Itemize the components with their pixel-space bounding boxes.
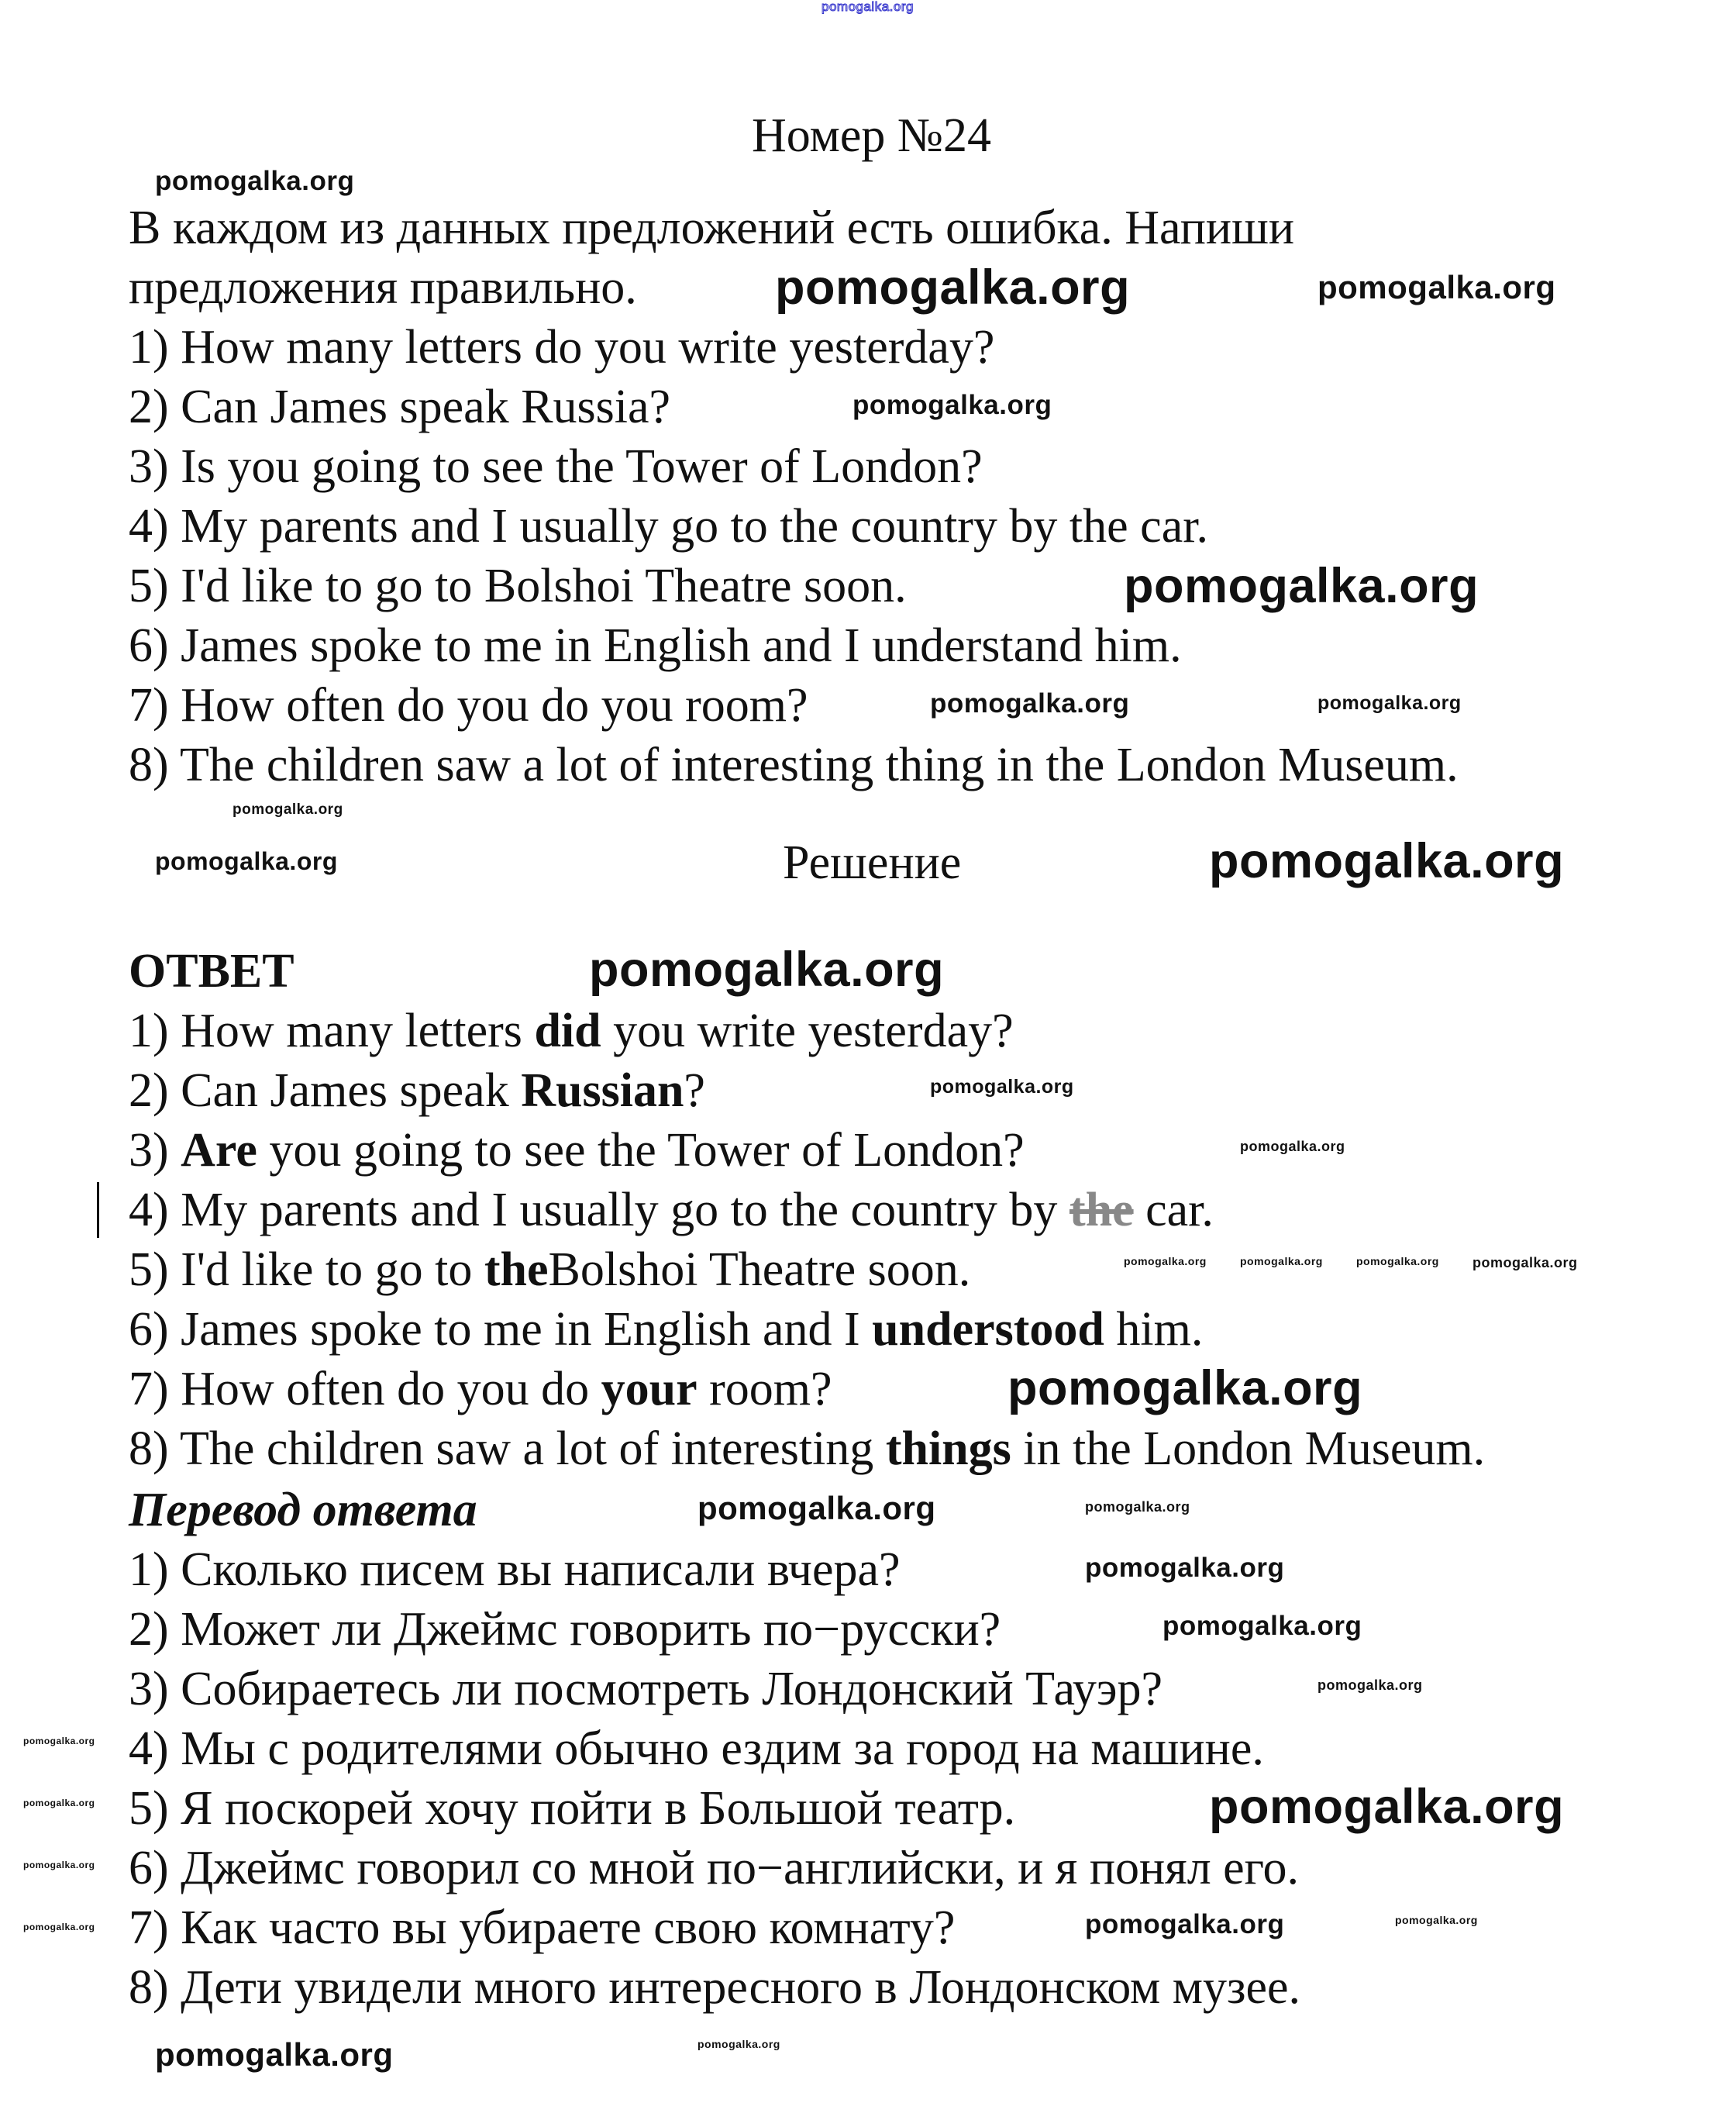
translation-item: 3) Собираетесь ли посмотреть Лондонский Тауэр? <box>129 1663 1162 1715</box>
answer-text: you going to see the Tower of London? <box>257 1124 1025 1177</box>
task-item: 7) How often do you do you room? <box>129 679 808 732</box>
watermark: pomogalka.org <box>155 847 338 875</box>
answer-item <box>129 1240 970 1299</box>
task-item: 2) Can James speak Russia? <box>129 381 671 433</box>
instruction-line-1: В каждом из данных предложений есть ошибка. Напиши <box>129 202 1295 254</box>
translation-item: 2) Может ли Джеймс говорить по−русски? <box>129 1603 1001 1656</box>
task-item: 8) The children saw a lot of interesting thing in the London Museum. <box>129 739 1459 791</box>
watermark: pomogalka.org <box>23 1860 95 1870</box>
translation-item: 6) Джеймс говорил со мной по−английски, и я понял его. <box>129 1842 1300 1894</box>
watermark: pomogalka.org <box>1209 1780 1565 1834</box>
watermark: pomogalka.org <box>698 1490 936 1526</box>
watermark: pomogalka.org <box>23 1736 95 1746</box>
answer-heading: ОТВЕТ <box>129 945 294 998</box>
corrected-word: the <box>484 1243 549 1296</box>
task-item: 4) My parents and I usually go to the country by the car. <box>129 500 1208 553</box>
answer-text: him. <box>1104 1303 1204 1356</box>
watermark: pomogalka.org <box>1356 1255 1439 1267</box>
watermark: pomogalka.org <box>1472 1255 1578 1270</box>
corrected-word: things <box>885 1422 1011 1475</box>
answer-item <box>129 1419 1485 1478</box>
answer-text: ? <box>684 1064 705 1117</box>
watermark: pomogalka.org <box>1008 1361 1363 1415</box>
watermark: pomogalka.org <box>1318 269 1556 305</box>
translation-item: 4) Мы с родителями обычно ездим за город на машине. <box>129 1722 1264 1775</box>
watermark: pomogalka.org <box>930 688 1130 719</box>
translation-item: 5) Я поскорей хочу пойти в Большой театр. <box>129 1782 1016 1835</box>
solution-heading: Решение <box>783 836 962 889</box>
corrected-word: understood <box>872 1303 1104 1356</box>
answer-text: 6) James spoke to me in English and I <box>129 1303 873 1356</box>
answer-text: 5) I'd like to go to <box>129 1243 484 1296</box>
task-item: 6) James spoke to me in English and I understand him. <box>129 619 1182 672</box>
instruction-line-2: предложения правильно. <box>129 261 637 314</box>
watermark: pomogalka.org <box>232 802 343 818</box>
corrected-word: Are <box>181 1124 257 1177</box>
watermark: pomogalka.org <box>1085 1499 1190 1515</box>
translation-item: 8) Дети увидели много интересного в Лондонском музее. <box>129 1961 1301 2014</box>
answer-item <box>129 1001 1014 1060</box>
answer-item <box>129 1121 1025 1180</box>
watermark: pomogalka.org <box>1085 1909 1285 1939</box>
answer-text: room? <box>697 1363 832 1415</box>
task-item: 5) I'd like to go to Bolshoi Theatre soon. <box>129 560 907 612</box>
page-title: Номер №24 <box>752 109 992 162</box>
watermark: pomogalka.org <box>1124 559 1479 613</box>
translation-heading: Перевод ответа <box>129 1484 477 1536</box>
watermark: pomogalka.org <box>1318 692 1462 714</box>
watermark: pomogalka.org <box>1124 1255 1207 1267</box>
text-cursor <box>97 1182 99 1238</box>
answer-text: 3) <box>129 1124 181 1177</box>
answer-item <box>129 1360 832 1419</box>
answer-item <box>129 1300 1203 1359</box>
watermark: pomogalka.org <box>1085 1553 1285 1583</box>
answer-text: Bolshoi Theatre soon. <box>548 1243 971 1296</box>
task-item: 3) Is you going to see the Tower of London? <box>129 440 983 493</box>
answer-text: 8) The children saw a lot of interesting <box>129 1422 886 1475</box>
corrected-word: Russian <box>521 1064 684 1117</box>
answer-item <box>129 1061 705 1120</box>
answer-text: 1) How many letters <box>129 1005 535 1057</box>
answer-text: 4) My parents and I usually go to the country by <box>129 1184 1070 1236</box>
answer-item <box>129 1181 1214 1239</box>
answer-text: 7) How often do you do <box>129 1363 601 1415</box>
corrected-word: your <box>601 1363 698 1415</box>
task-item: 1) How many letters do you write yesterday? <box>129 321 995 374</box>
watermark: pomogalka.org <box>822 0 914 14</box>
corrected-word: did <box>534 1005 601 1057</box>
watermark: pomogalka.org <box>589 943 945 997</box>
translation-item: 1) Сколько писем вы написали вчера? <box>129 1543 901 1596</box>
watermark: pomogalka.org <box>1318 1677 1423 1693</box>
struck-word: the <box>1069 1184 1134 1236</box>
watermark: pomogalka.org <box>775 260 1131 315</box>
answer-text: car. <box>1133 1184 1214 1236</box>
answer-text: in the London Museum. <box>1011 1422 1486 1475</box>
watermark: pomogalka.org <box>930 1076 1074 1098</box>
watermark: pomogalka.org <box>1240 1255 1323 1267</box>
watermark: pomogalka.org <box>852 390 1052 420</box>
watermark: pomogalka.org <box>1240 1139 1345 1154</box>
watermark: pomogalka.org <box>23 1798 95 1808</box>
watermark: pomogalka.org <box>155 166 355 196</box>
watermark: pomogalka.org <box>1395 1914 1478 1926</box>
answer-text: 2) Can James speak <box>129 1064 522 1117</box>
watermark: pomogalka.org <box>1162 1611 1362 1641</box>
answer-text: you write yesterday? <box>601 1005 1014 1057</box>
translation-item: 7) Как часто вы убираете свою комнату? <box>129 1901 956 1954</box>
watermark: pomogalka.org <box>23 1922 95 1932</box>
watermark: pomogalka.org <box>698 2038 780 2050</box>
watermark: pomogalka.org <box>1209 834 1565 888</box>
watermark: pomogalka.org <box>155 2036 394 2073</box>
